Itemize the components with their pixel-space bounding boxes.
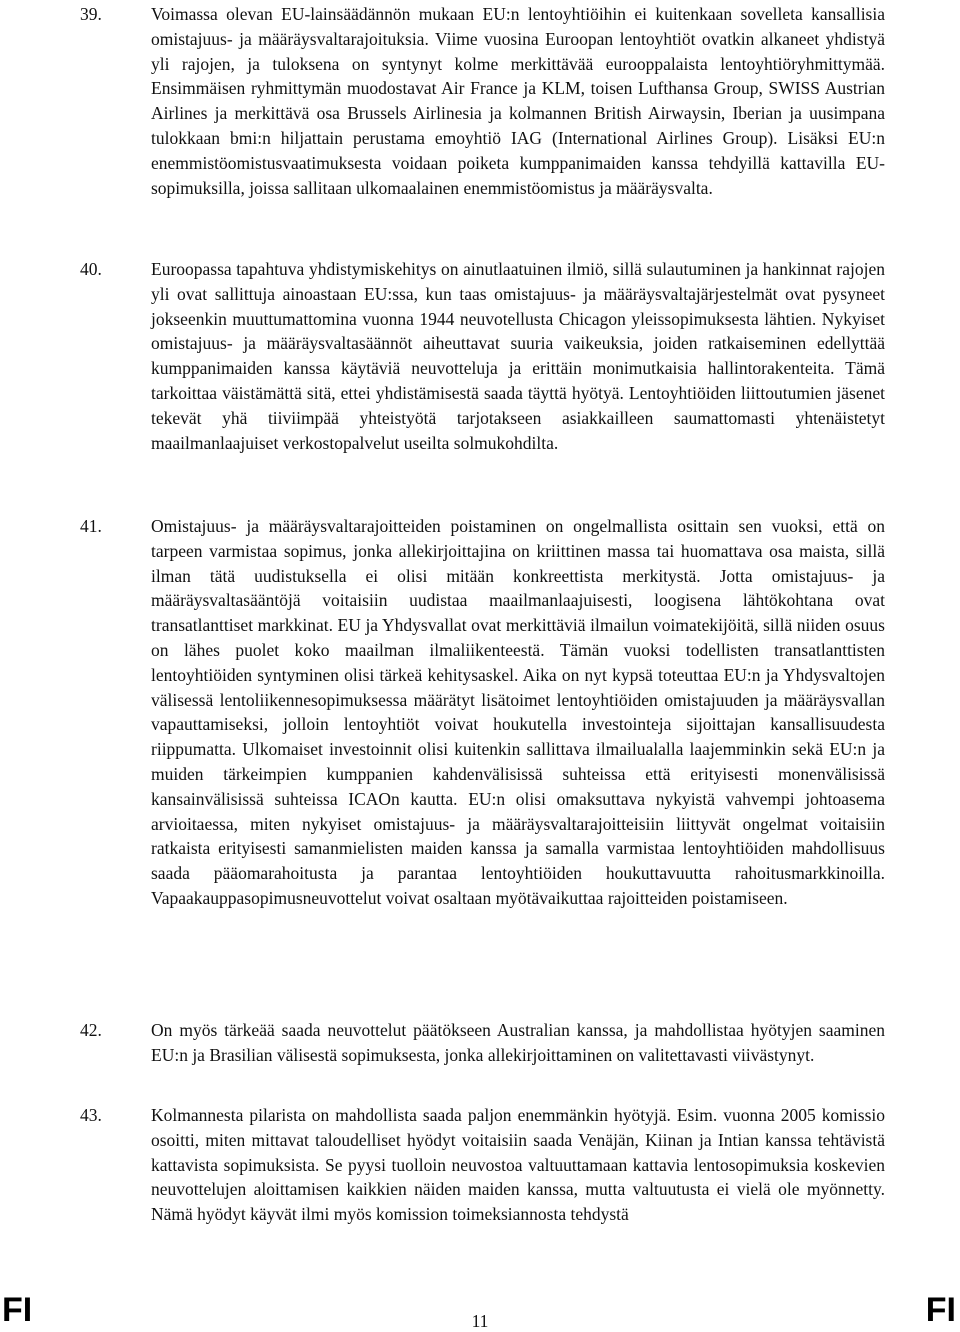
paragraph-number: 40. xyxy=(80,259,102,279)
footer-language-right: FI xyxy=(925,1291,956,1329)
paragraph-text: Kolmannesta pilarista on mahdollista saada paljon enemmänkin hyötyjä. Esim. vuonna 2005 komissio osoitti, miten mittavat taloudelliset hyödyt voitaisiin saada Venäjän, Kiinan ja Intian kanssa tehtävistä kattavista sopimuksista. Se pyysi tuolloin neuvostoa valtuuttamaan kattavia lentosopimuksia koskevien neuvottelujen aloittamisen kaikkien näiden maiden kanssa, mutta valtuutusta ei vielä ole myönnetty. Nämä hyödyt käyvät ilmi myös komission toimeksiannosta tehdystä xyxy=(151,1105,885,1225)
page-number: 11 xyxy=(471,1311,489,1331)
paragraph-number: 42. xyxy=(80,1020,102,1040)
paragraph-number: 39. xyxy=(80,4,102,24)
paragraph-number: 43. xyxy=(80,1105,102,1125)
footer-language-left: FI xyxy=(2,1291,33,1329)
paragraph-number: 41. xyxy=(80,516,102,536)
paragraph-text: Euroopassa tapahtuva yhdistymiskehitys on ainutlaatuinen ilmiö, sillä sulautuminen ja hankinnat rajojen yli ovat sallittuja ainoastaan EU:ssa, kun taas omistajuus- ja määräysvaltajärjestelmät ovat pysyneet jokseenkin muuttumattomina vuonna 1944 neuvotellusta Chicagon yleissopimuksesta lähtien. Nykyiset omistajuus- ja määräysvaltasäännöt aiheuttavat suuria vaikeuksia, joiden ratkaiseminen edellyttää kumppanimaiden kanssa käytäviä neuvotteluja ja erittäin monimutkaisia hallintorakenteita. Tämä tarkoittaa väistämättä sitä, ettei yhdistämisestä saada täyttä hyötyä. Lentoyhtiöiden liittoutumien jäsenet tekevät yhä tiiviimpää yhteistyötä tarjotakseen asiakkailleen saumattomasti yhtenäistetyt maailmanlaajuiset verkostopalvelut useilta solmukohdilta. xyxy=(151,259,885,453)
paragraph-text: Voimassa olevan EU-lainsäädännön mukaan EU:n lentoyhtiöihin ei kuitenkaan sovelleta kansallisia omistajuus- ja määräysvaltarajoituksia. Viime vuosina Euroopan lentoyhtiöt ovatkin alkaneet yhdistyä yli rajojen, ja tuloksena on syntynyt kolme merkittävää eurooppalaista lentoyhtiöryhmittymää. Ensimmäisen ryhmittymän muodostavat Air France ja KLM, toisen Lufthansa Group, SWISS Austrian Airlines ja merkittävä osa Brussels Airlinesia ja kolmannen British Airwaysin, Iberian ja uusimpana tulokkaan bmi:n hiljattain perustama emoyhtiö IAG (International Airlines Group). Lisäksi EU:n enemmistöomistusvaatimuksesta voidaan poiketa kumppanimaiden kanssa tehdyillä kattavilla EU-sopimuksilla, joissa sallitaan ulkomaalainen enemmistöomistus ja määräysvalta. xyxy=(151,4,885,198)
paragraph-text: On myös tärkeää saada neuvottelut päätökseen Australian kanssa, ja mahdollistaa hyötyjen saaminen EU:n ja Brasilian välisestä sopimuksesta, jonka allekirjoittaminen on valitettavasti viivästynyt. xyxy=(151,1020,885,1065)
paragraph-text: Omistajuus- ja määräysvaltarajoitteiden poistaminen on ongelmallista osittain sen vuoksi, että on tarpeen varmistaa sopimus, jonka allekirjoittajina on kriittinen massa tai huomattava osa maista, sillä ilman tätä uudistuksella ei olisi mitään konkreettista merkitystä. Jotta omistajuus- ja määräysvaltasääntöjä voitaisiin uudistaa maailmanlaajuisesti, loogisena lähtökohtana ovat transatlanttiset markkinat. EU ja Yhdysvallat ovat merkittäviä ilmailun voimatekijöitä, sillä niiden osuus on lähes puolet koko maailman ilmaliikenteestä. Tämän vuoksi todellisten transatlanttisten lentoyhtiöiden syntyminen olisi tärkeä kehitysaskel. Aika on nyt kypsä toteuttaa EU:n ja Yhdysvaltojen välisessä lentoliikennesopimuksessa määrätyt lisätoimet lentoyhtiöiden omistajuuden ja määräysvallan vapauttamiseksi, jolloin lentoyhtiöt voivat houkutella investointeja sijoittajan kansallisuudesta riippumatta. Ulkomaiset investoinnit olisi kuitenkin sallittava ilmailualalla laajemminkin sekä EU:n ja muiden tärkeimpien kumppanien kahdenvälisissä suhteissa että erityisesti monenvälisissä kansainvälisissä suhteissa ICAOn kautta. EU:n olisi omaksuttava nykyistä vahvempi johtoasema arvioitaessa, miten nykyiset omistajuus- ja määräysvaltarajoitteisiin liittyvät ongelmat voitaisiin ratkaista erityisesti samanmielisten maiden kanssa ja samalla varmistaa lentoyhtiöiden mahdollisuus saada pääomarahoitusta ja parantaa lentoyhtiöiden houkuttavuutta rahoitusmarkkinoilla. Vapaakauppasopimusneuvottelut voivat osaltaan myötävaikuttaa rajoitteiden poistamiseen. xyxy=(151,516,885,908)
